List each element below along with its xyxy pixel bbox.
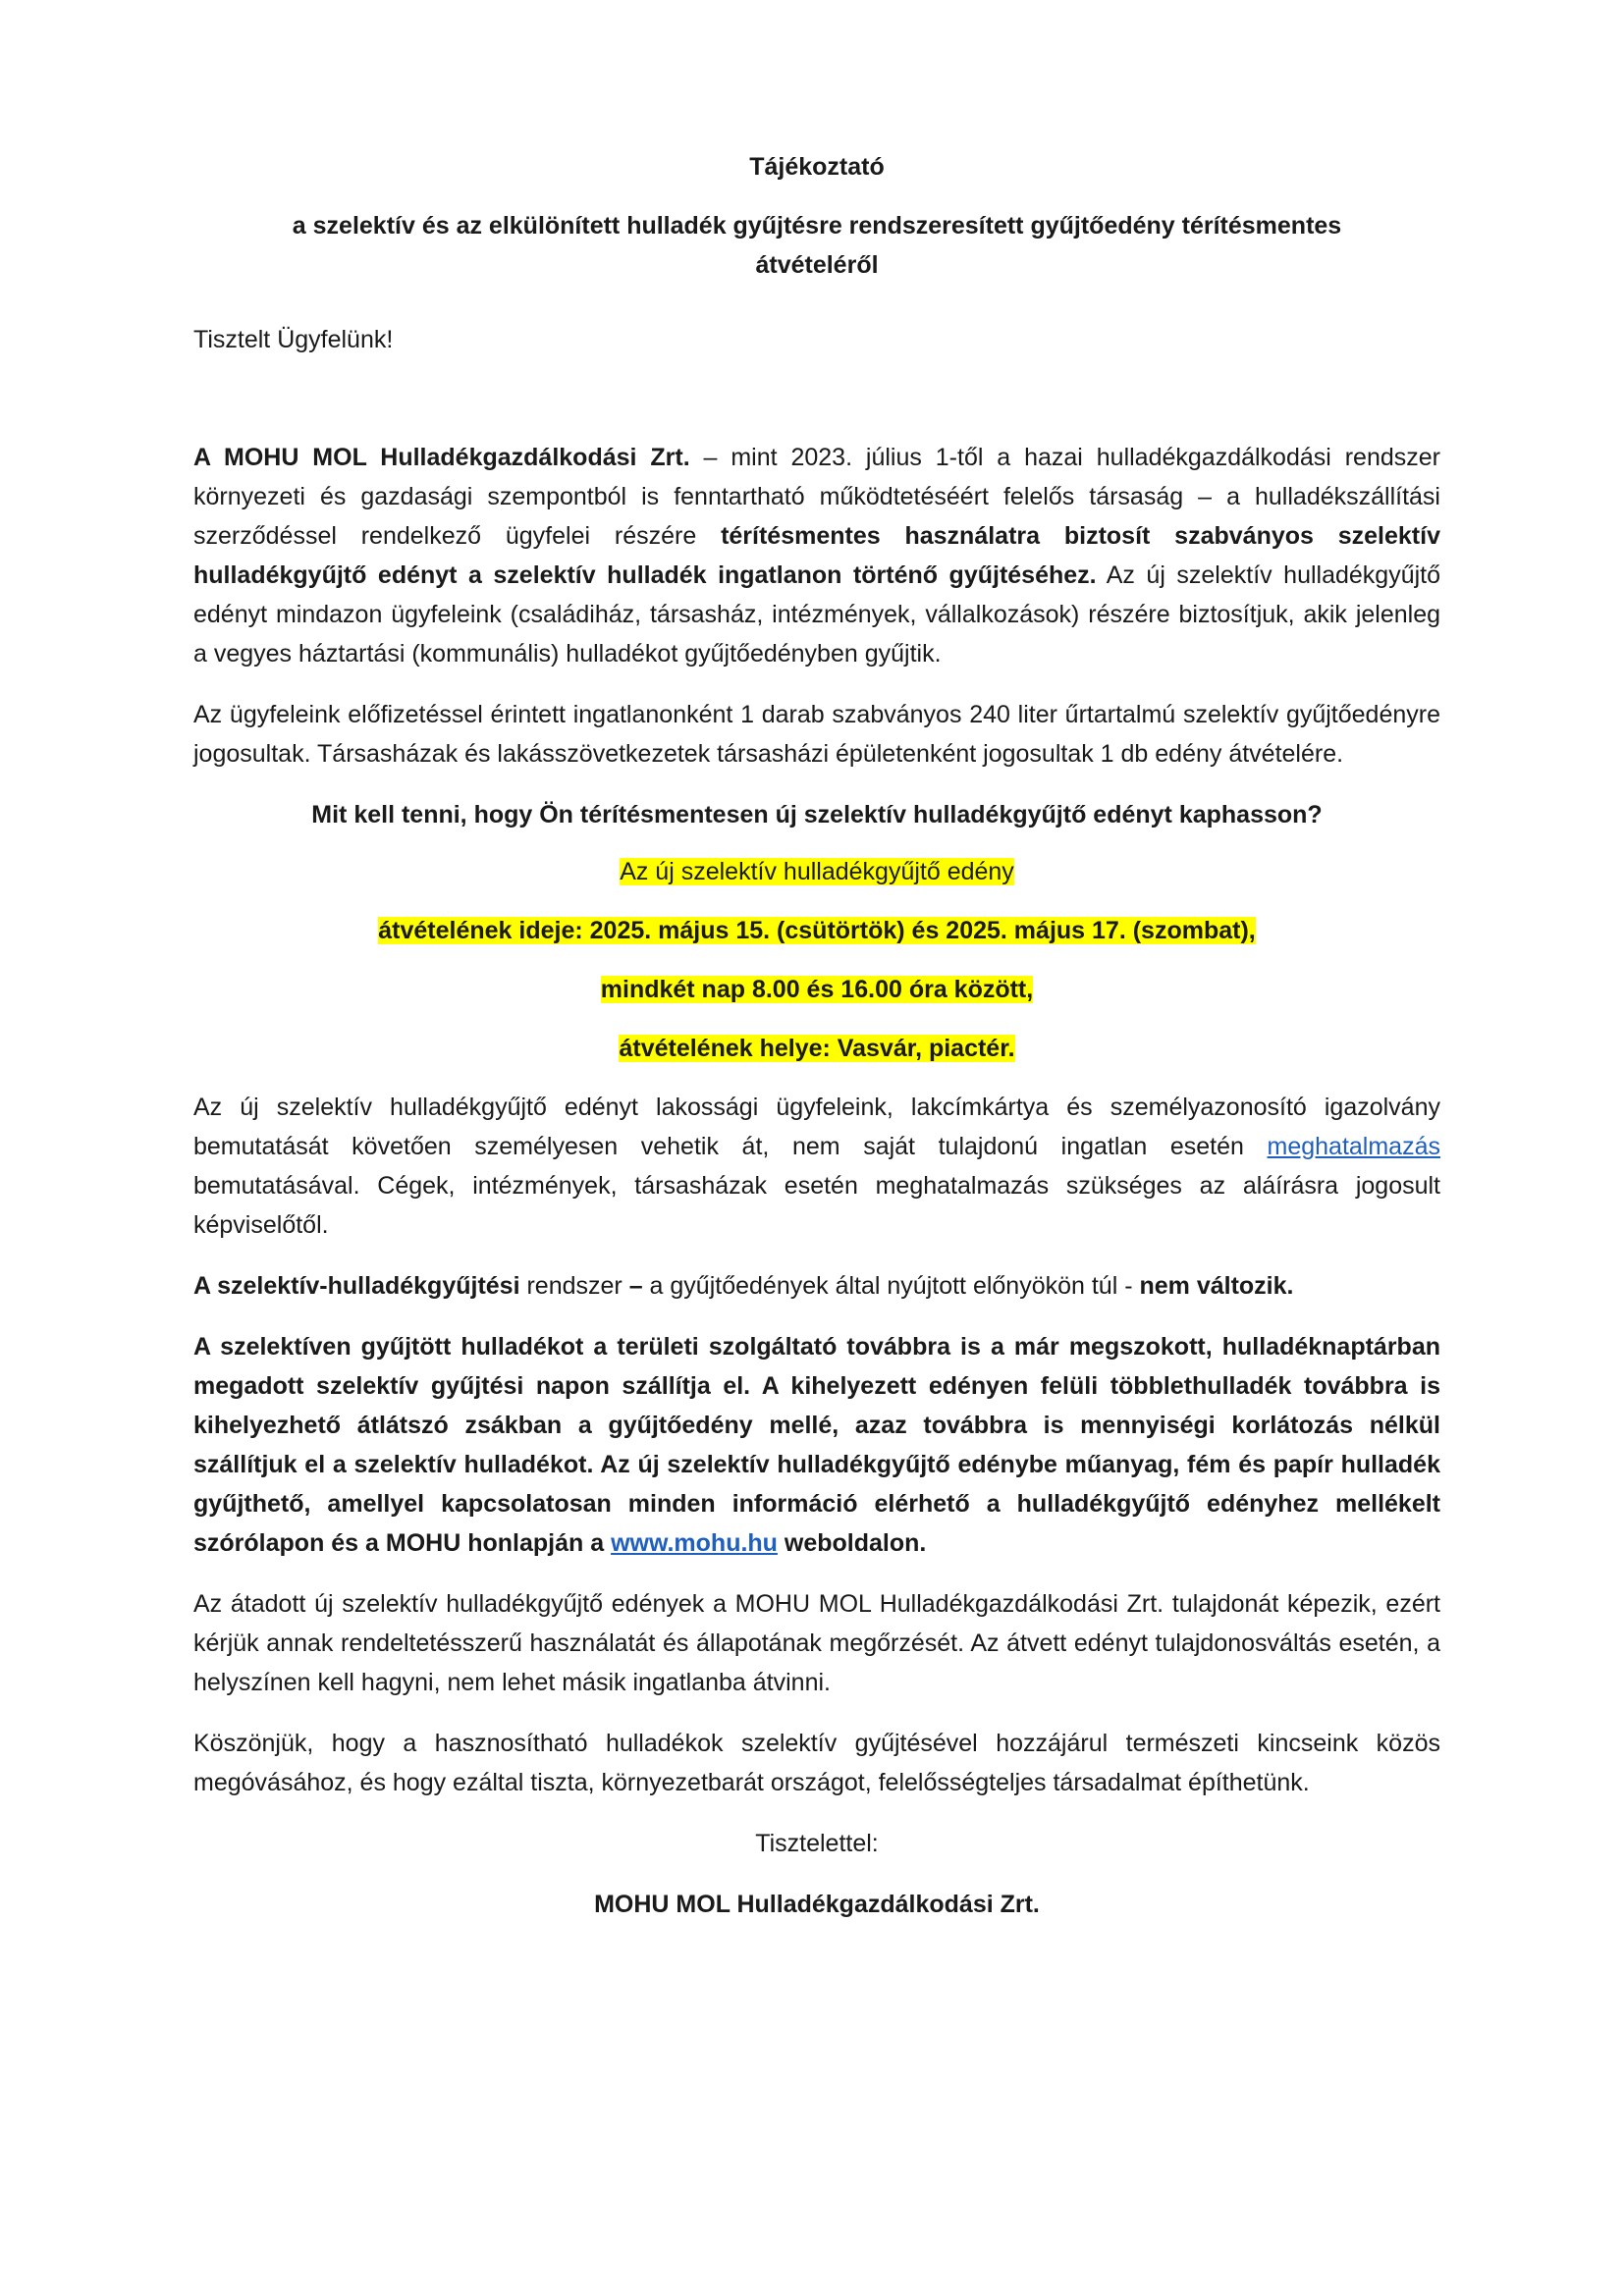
intro-text-a: – mint 2023. július 1-től a hazai hulladékgazdálkodási rendszer környezeti és gazdasági szempontból is fenntartható működtetéséért felelős társaság – a hulladékszállítási szerződéssel rendelkező ügyfelei részére — [193, 444, 1440, 550]
system-bold-b: nem változik. — [1139, 1272, 1294, 1300]
signature: MOHU MOL Hulladékgazdálkodási Zrt. — [594, 1891, 1040, 1918]
subtitle-line-2: átvételéről — [755, 251, 879, 279]
collection-text: A szelektíven gyűjtött hulladékot a területi szolgáltató továbbra is a már megszokott, hulladéknaptárban megadott szelektív gyűjtési napon szállítja el. A kihelyezett edényen felüli többlethulladék továbbra is kihelyezhető átlátszó zsákban a gyűjtőedény mellé, azaz továbbra is mennyiségi korlátozás nélkül szállítjuk el a szelektív hulladékot. Az új szelektív hulladékgyűjtő edénybe műanyag, fém és papír hulladék gyűjthető, amellyel kapcsolatosan minden információ elérhető a hulladékgyűjtő edényhez mellékelt szórólapon és a MOHU honlapján a — [193, 1333, 1440, 1557]
question-heading: Mit kell tenni, hogy Ön térítésmentesen új szelektív hulladékgyűjtő edényt kaphasson? — [311, 801, 1323, 828]
pickup-text-a: Az új szelektív hulladékgyűjtő edényt lakossági ügyfeleink, lakcímkártya és személyazonosító igazolvány bemutatását követően személyesen vehetik át, nem saját tulajdonú ingatlan esetén — [193, 1094, 1440, 1160]
highlight-line-1 — [193, 852, 1440, 891]
authorization-link[interactable]: meghatalmazás — [1267, 1133, 1440, 1160]
system-bold-dash: – — [628, 1272, 643, 1300]
document-body — [193, 147, 1440, 1924]
highlight-text-4: átvételének helye: Vasvár, piactér. — [619, 1035, 1015, 1062]
paragraph-intro — [193, 438, 1440, 673]
paragraph-collection-info — [193, 1327, 1440, 1563]
system-text-a: rendszer — [519, 1272, 629, 1300]
greeting: Tisztelt Ügyfelünk! — [193, 326, 394, 353]
paragraph-entitlement: Az ügyfeleink előfizetéssel érintett ingatlanonként 1 darab szabványos 240 liter űrtartalmú szelektív gyűjtőedényre jogosultak. Társasházak és lakásszövetkezetek társasházi épületenként jogosultak 1 db edény átvételére. — [193, 701, 1440, 768]
closing-salutation: Tisztelettel: — [755, 1830, 879, 1857]
highlight-line-3 — [193, 970, 1440, 1009]
highlight-line-2 — [193, 911, 1440, 950]
system-bold-a: A szelektív-hulladékgyűjtési — [193, 1272, 520, 1300]
subtitle-line-1: a szelektív és az elkülönített hulladék gyűjtésre rendszeresített gyűjtőedény térítésmentes — [292, 212, 1342, 240]
paragraph-thanks: Köszönjük, hogy a hasznosítható hulladékok szelektív gyűjtésével hozzájárul természeti kincseink közös megóvásához, és hogy ezáltal tiszta, környezetbarát országot, felelősségteljes társadalmat építhetünk. — [193, 1730, 1440, 1796]
document-title: Tájékoztató — [749, 153, 885, 181]
paragraph-ownership: Az átadott új szelektív hulladékgyűjtő edények a MOHU MOL Hulladékgazdálkodási Zrt. tulajdonát képezik, ezért kérjük annak rendeltetésszerű használatát és állapotának megőrzését. Az átvett edényt tulajdonosváltás esetén, a helyszínen kell hagyni, nem lehet másik ingatlanba átvinni. — [193, 1590, 1440, 1696]
system-text-b: a gyűjtőedények által nyújtott előnyökön túl - — [642, 1272, 1140, 1300]
highlight-text-3: mindkét nap 8.00 és 16.00 óra között, — [600, 976, 1034, 1003]
company-name: A MOHU MOL Hulladékgazdálkodási Zrt. — [193, 444, 690, 471]
intro-bold: térítésmentes használatra biztosít szabványos szelektív hulladékgyűjtő edényt a szelektív hulladék ingatlanon történő gyűjtéséhez. — [193, 522, 1440, 589]
highlight-line-4 — [193, 1029, 1440, 1068]
document-subtitle — [193, 206, 1440, 285]
intro-text-b: Az új szelektív hulladékgyűjtő edényt mindazon ügyfeleink (családiház, társasház, intézmények, vállalkozások) részére biztosítjuk, akik jelenleg a vegyes háztartási (kommunális) hulladékot gyűjtőedényben gyűjtik. — [193, 561, 1440, 667]
collection-text-end: weboldalon. — [777, 1529, 927, 1557]
mohu-website-link[interactable]: www.mohu.hu — [611, 1529, 778, 1557]
highlight-text-1: Az új szelektív hulladékgyűjtő edény — [620, 858, 1014, 885]
paragraph-pickup-rules — [193, 1088, 1440, 1245]
paragraph-system-unchanged — [193, 1266, 1440, 1306]
pickup-text-b: bemutatásával. Cégek, intézmények, társasházak esetén meghatalmazás szükséges az aláírásra jogosult képviselőtől. — [193, 1172, 1440, 1239]
highlight-text-2: átvételének ideje: 2025. május 15. (csütörtök) és 2025. május 17. (szombat), — [378, 917, 1256, 944]
